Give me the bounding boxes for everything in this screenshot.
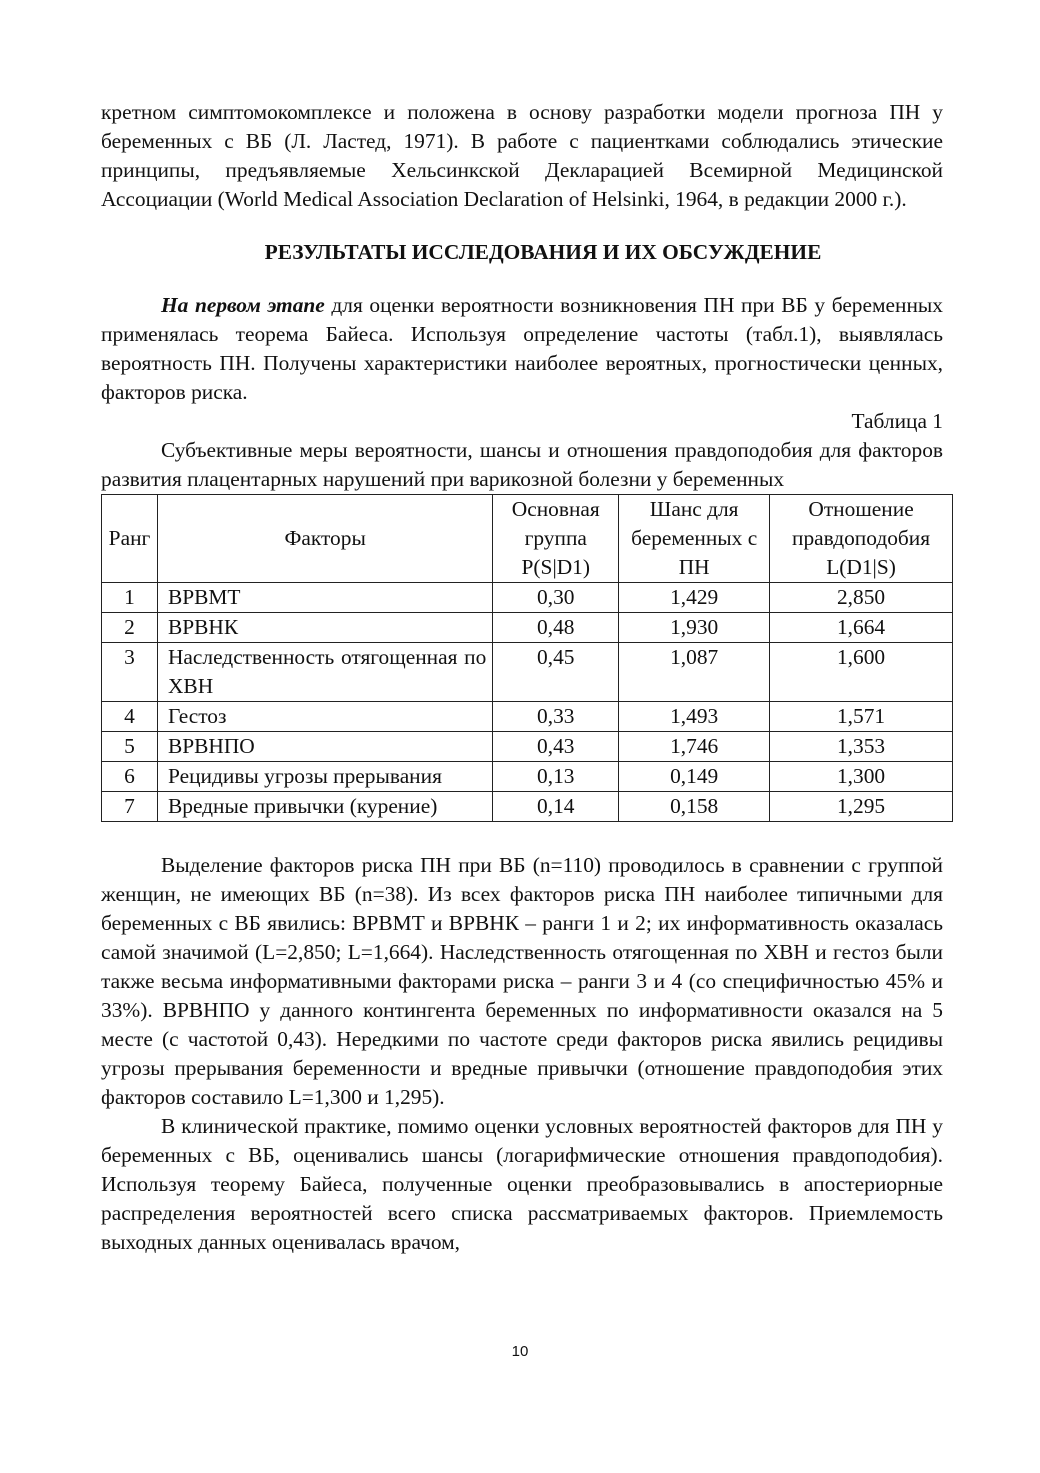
cell-factor: ВРВМТ <box>157 583 492 613</box>
cell-p: 0,33 <box>493 702 619 732</box>
cell-factor: ВРВНК <box>157 613 492 643</box>
cell-factor: ВРВНПО <box>157 732 492 762</box>
document-page <box>101 98 943 1257</box>
cell-p: 0,14 <box>493 792 619 822</box>
stage-lead: На первом этапе <box>161 293 325 317</box>
cell-likelihood: 1,600 <box>770 643 953 702</box>
cell-odds: 0,158 <box>619 792 770 822</box>
cell-p: 0,13 <box>493 762 619 792</box>
table-row <box>102 583 953 613</box>
table-row <box>102 732 953 762</box>
cell-p: 0,30 <box>493 583 619 613</box>
cell-rank: 1 <box>102 583 158 613</box>
stage-text: для оценки вероятности возникновения ПН при ВБ у беременных применялась теорема Байеса. Используя определение частоты (табл.1), выявлялась вероятность ПН. Получены характеристики наиболее вероятных, прогностически ценных, факторов риска. <box>101 293 943 404</box>
header-factors: Факторы <box>157 495 492 583</box>
cell-rank: 4 <box>102 702 158 732</box>
cell-factor: Вредные привычки (курение) <box>157 792 492 822</box>
cell-p: 0,45 <box>493 643 619 702</box>
cell-odds: 1,493 <box>619 702 770 732</box>
cell-rank: 3 <box>102 643 158 702</box>
table-row <box>102 702 953 732</box>
clinical-paragraph: В клинической практике, помимо оценки условных вероятностей факторов для ПН у беременных с ВБ, оценивались шансы (логарифмические отношения правдоподобия). Используя теорему Байеса, полученные оценки преобразовывались в апостериорные распределения вероятностей всего списка рассматриваемых факторов. Приемлемость выходных данных оценивалась врачом, <box>101 1114 943 1254</box>
cell-factor: Наследственность отягощенная по ХВН <box>157 643 492 702</box>
cell-odds: 1,746 <box>619 732 770 762</box>
table-row <box>102 762 953 792</box>
cell-rank: 7 <box>102 792 158 822</box>
cell-likelihood: 1,571 <box>770 702 953 732</box>
cell-odds: 0,149 <box>619 762 770 792</box>
intro-paragraph: кретном симптомокомплексе и положена в основу разработки модели прогноза ПН у беременных с ВБ (Л. Ластед, 1971). В работе с пациентками соблюдались этические принципы, предъявляемые Хельсинкской Декларацией Всемирной Медицинской Ассоциации (World Medical Association Declaration of Helsinki, 1964, в редакции 2000 г.). <box>101 100 943 211</box>
table-row <box>102 613 953 643</box>
cell-odds: 1,930 <box>619 613 770 643</box>
results-paragraph: Выделение факторов риска ПН при ВБ (n=110) проводилось в сравнении с группой женщин, не имеющих ВБ (n=38). Из всех факторов риска ПН наиболее типичными для беременных с ВБ явились: ВРВМТ и ВРВНК – ранги 1 и 2; их информативность оказалась самой значимой (L=2,850; L=1,664). Наследственность отягощенная по ХВН и гестоз были также весьма информативными факторами риска – ранги 3 и 4 (со специфичностью 45% и 33%). ВРВНПО у данного контингента беременных по информативности оказался на 5 месте (с частотой 0,43). Нередкими по частоте среди факторов риска явились рецидивы угрозы прерывания беременности и вредные привычки (отношение правдоподобия этих факторов составило L=1,300 и 1,295). <box>101 853 943 1109</box>
section-heading: РЕЗУЛЬТАТЫ ИССЛЕДОВАНИЯ И ИХ ОБСУЖДЕНИЕ <box>264 240 822 264</box>
cell-likelihood: 2,850 <box>770 583 953 613</box>
table-label: Таблица 1 <box>851 409 943 433</box>
cell-factor: Гестоз <box>157 702 492 732</box>
cell-odds: 1,087 <box>619 643 770 702</box>
cell-rank: 6 <box>102 762 158 792</box>
cell-p: 0,43 <box>493 732 619 762</box>
cell-likelihood: 1,295 <box>770 792 953 822</box>
risk-factors-table <box>101 494 953 822</box>
cell-likelihood: 1,353 <box>770 732 953 762</box>
table-row <box>102 792 953 822</box>
cell-odds: 1,429 <box>619 583 770 613</box>
cell-likelihood: 1,300 <box>770 762 953 792</box>
header-odds: Шанс для беременных с ПН <box>619 495 770 583</box>
header-likelihood: Отношение правдоподобия L(D1|S) <box>770 495 953 583</box>
header-main-group: Основная группа P(S|D1) <box>493 495 619 583</box>
table-caption: Субъективные меры вероятности, шансы и отношения правдоподобия для факторов развития плацентарных нарушений при варикозной болезни у беременных <box>101 438 943 491</box>
table-row <box>102 643 953 702</box>
header-rank: Ранг <box>102 495 158 583</box>
table-header-row <box>102 495 953 583</box>
cell-likelihood: 1,664 <box>770 613 953 643</box>
cell-p: 0,48 <box>493 613 619 643</box>
page-number: 10 <box>511 1343 529 1360</box>
cell-factor: Рецидивы угрозы прерывания <box>157 762 492 792</box>
cell-rank: 5 <box>102 732 158 762</box>
cell-rank: 2 <box>102 613 158 643</box>
stage-paragraph <box>101 291 943 407</box>
